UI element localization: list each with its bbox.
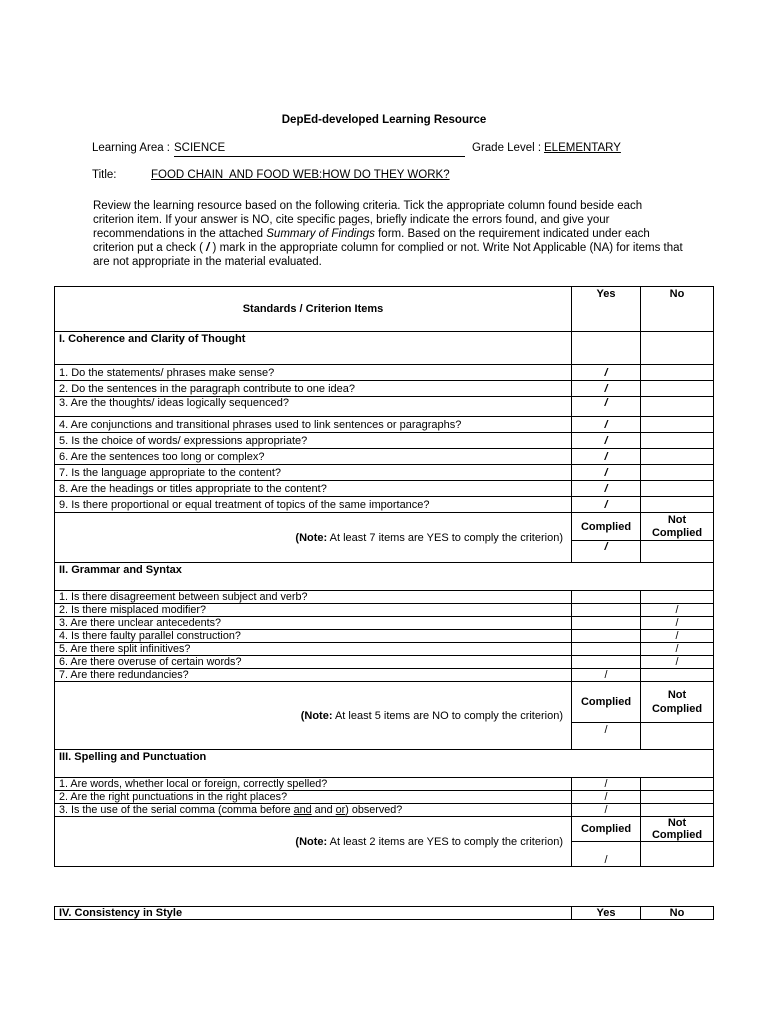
- no-cell: [641, 791, 714, 804]
- yes-cell: [572, 604, 641, 617]
- yes-cell: /: [572, 669, 641, 682]
- table-row: [55, 630, 714, 643]
- compliance-note: [55, 513, 572, 563]
- table-row: [55, 804, 714, 817]
- note-row: [55, 682, 714, 723]
- criterion-item: 6. Are the sentences too long or complex?: [55, 449, 572, 465]
- yes-cell: [572, 630, 641, 643]
- title-value: FOOD CHAIN AND FOOD WEB:HOW DO THEY WORK?: [151, 169, 450, 181]
- no-cell: /: [641, 630, 714, 643]
- learning-area-label: Learning Area :: [92, 142, 171, 154]
- item-text: and: [311, 804, 336, 816]
- no-cell: /: [641, 643, 714, 656]
- not-complied-header: Not Complied: [641, 682, 714, 723]
- no-header: No: [641, 287, 714, 332]
- note-label: (Note:: [295, 835, 328, 848]
- yes-cell: /: [572, 381, 641, 397]
- yes-cell: /: [572, 804, 641, 817]
- criterion-item: 2. Are the right punctuations in the right places?: [55, 791, 572, 804]
- note-label: (Note:: [295, 531, 328, 544]
- table-row: [55, 497, 714, 513]
- note-text: At least 5 items are NO to comply the criterion): [332, 709, 563, 722]
- criterion-item: 1. Are words, whether local or foreign, correctly spelled?: [55, 778, 572, 791]
- no-cell: /: [641, 617, 714, 630]
- table-row: [55, 465, 714, 481]
- item-text: ) observed?: [345, 804, 403, 816]
- table-row: [55, 591, 714, 604]
- yes-cell: /: [572, 778, 641, 791]
- criterion-item: 9. Is there proportional or equal treatment of topics of the same importance?: [55, 497, 572, 513]
- complied-header: Complied: [572, 682, 641, 723]
- yes-cell: [572, 643, 641, 656]
- criterion-item: 8. Are the headings or titles appropriate to the content?: [55, 481, 572, 497]
- instructions-text-1: Review the learning resource based on the following criteria. Tick the appropriate column found beside each criterion item. If your answer is NO, cite specific pages, briefly indicate the errors found, and give your recommendations in the attached: [93, 200, 643, 240]
- table-row: [55, 643, 714, 656]
- not-complied-mark: [641, 842, 714, 867]
- learning-area-value: SCIENCE: [174, 142, 226, 154]
- no-cell: [641, 778, 714, 791]
- title-label: Title:: [92, 169, 117, 181]
- yes-header: Yes: [572, 287, 641, 332]
- table-row: [55, 433, 714, 449]
- table-row: [55, 617, 714, 630]
- section-title: I. Coherence and Clarity of Thought: [55, 332, 572, 365]
- table-header-row: [55, 287, 714, 332]
- table-row: [55, 604, 714, 617]
- no-cell: /: [641, 656, 714, 669]
- yes-cell: /: [572, 497, 641, 513]
- instructions: [93, 199, 683, 269]
- no-cell: /: [641, 604, 714, 617]
- not-complied-mark: [641, 723, 714, 750]
- note-row: [55, 513, 714, 541]
- yes-cell: [572, 617, 641, 630]
- compliance-note: [55, 682, 572, 750]
- complied-header: Complied: [572, 817, 641, 842]
- consistency-table: [54, 906, 714, 920]
- note-text: At least 2 items are YES to comply the criterion): [327, 835, 563, 848]
- criterion-item: 2. Is there misplaced modifier?: [55, 604, 572, 617]
- item-text: 3. Is the use of the serial comma (comma before: [59, 804, 294, 816]
- table-row: [55, 791, 714, 804]
- criterion-item: 3. Are the thoughts/ ideas logically sequenced?: [55, 397, 572, 417]
- no-cell: [641, 381, 714, 397]
- no-cell: [641, 365, 714, 381]
- compliance-note: [55, 817, 572, 867]
- check-mark-example: /: [206, 242, 210, 254]
- document-title: DepEd-developed Learning Resource: [281, 114, 487, 126]
- item-text-or: or: [335, 804, 346, 816]
- yes-cell: /: [572, 481, 641, 497]
- no-header: No: [641, 907, 714, 920]
- not-complied-header: Not Complied: [641, 513, 714, 541]
- criterion-item: 2. Do the sentences in the paragraph contribute to one idea?: [55, 381, 572, 397]
- table-row: [55, 381, 714, 397]
- summary-of-findings: Summary of Findings: [266, 228, 375, 240]
- section-row: [55, 750, 714, 778]
- grade-level-value: ELEMENTARY: [544, 142, 621, 154]
- complied-mark: /: [572, 723, 641, 750]
- no-cell: [641, 497, 714, 513]
- note-label: (Note:: [300, 709, 333, 722]
- grade-level-label: Grade Level :: [472, 142, 542, 154]
- criteria-header: Standards / Criterion Items: [55, 287, 572, 332]
- not-complied-mark: [641, 541, 714, 563]
- table-row: [55, 449, 714, 465]
- table-row: [55, 481, 714, 497]
- note-row: [55, 817, 714, 842]
- table-row: [55, 656, 714, 669]
- section-row: [55, 563, 714, 591]
- criterion-item: 1. Do the statements/ phrases make sense?: [55, 365, 572, 381]
- criterion-item: 5. Is the choice of words/ expressions appropriate?: [55, 433, 572, 449]
- criterion-item: [55, 804, 572, 817]
- table-row: [55, 669, 714, 682]
- yes-cell: /: [572, 433, 641, 449]
- criterion-item: 7. Are there redundancies?: [55, 669, 572, 682]
- yes-cell: [572, 656, 641, 669]
- not-complied-header: Not Complied: [641, 817, 714, 842]
- criterion-item: 6. Are there overuse of certain words?: [55, 656, 572, 669]
- no-cell: [641, 449, 714, 465]
- no-cell: [641, 417, 714, 433]
- no-cell: [641, 591, 714, 604]
- yes-cell: /: [572, 449, 641, 465]
- instructions-text-2: form. Based on the requirement indicated under each criterion put a check (: [93, 228, 650, 254]
- criteria-table: [54, 286, 714, 867]
- criterion-item: 5. Are there split infinitives?: [55, 643, 572, 656]
- yes-cell: [572, 332, 641, 365]
- criterion-item: 1. Is there disagreement between subject and verb?: [55, 591, 572, 604]
- section-title: II. Grammar and Syntax: [55, 563, 714, 591]
- yes-cell: /: [572, 465, 641, 481]
- item-text-and: and: [293, 804, 312, 816]
- section-title: III. Spelling and Punctuation: [55, 750, 714, 778]
- yes-cell: /: [572, 365, 641, 381]
- no-cell: [641, 465, 714, 481]
- no-cell: [641, 397, 714, 417]
- yes-cell: /: [572, 417, 641, 433]
- no-cell: [641, 669, 714, 682]
- yes-header: Yes: [572, 907, 641, 920]
- instructions-text-3: ) mark in the appropriate column for complied or not. Write Not Applicable (NA) for items that are not appropriate in the material evaluated.: [93, 242, 683, 268]
- complied-mark: /: [572, 842, 641, 867]
- yes-cell: /: [572, 791, 641, 804]
- yes-cell: [572, 591, 641, 604]
- note-text: At least 7 items are YES to comply the criterion): [327, 531, 563, 544]
- learning-area-field: [174, 142, 465, 157]
- section-row: [55, 907, 714, 920]
- table-row: [55, 365, 714, 381]
- no-cell: [641, 481, 714, 497]
- criterion-item: 4. Are conjunctions and transitional phrases used to link sentences or paragraphs?: [55, 417, 572, 433]
- complied-mark: /: [572, 541, 641, 563]
- table-row: [55, 397, 714, 417]
- no-cell: [641, 332, 714, 365]
- no-cell: [641, 433, 714, 449]
- criterion-item: 4. Is there faulty parallel construction?: [55, 630, 572, 643]
- yes-cell: /: [572, 397, 641, 417]
- section-row: [55, 332, 714, 365]
- table-row: [55, 417, 714, 433]
- no-cell: [641, 804, 714, 817]
- section-title: IV. Consistency in Style: [55, 907, 572, 920]
- complied-header: Complied: [572, 513, 641, 541]
- table-row: [55, 778, 714, 791]
- criterion-item: 3. Are there unclear antecedents?: [55, 617, 572, 630]
- criterion-item: 7. Is the language appropriate to the content?: [55, 465, 572, 481]
